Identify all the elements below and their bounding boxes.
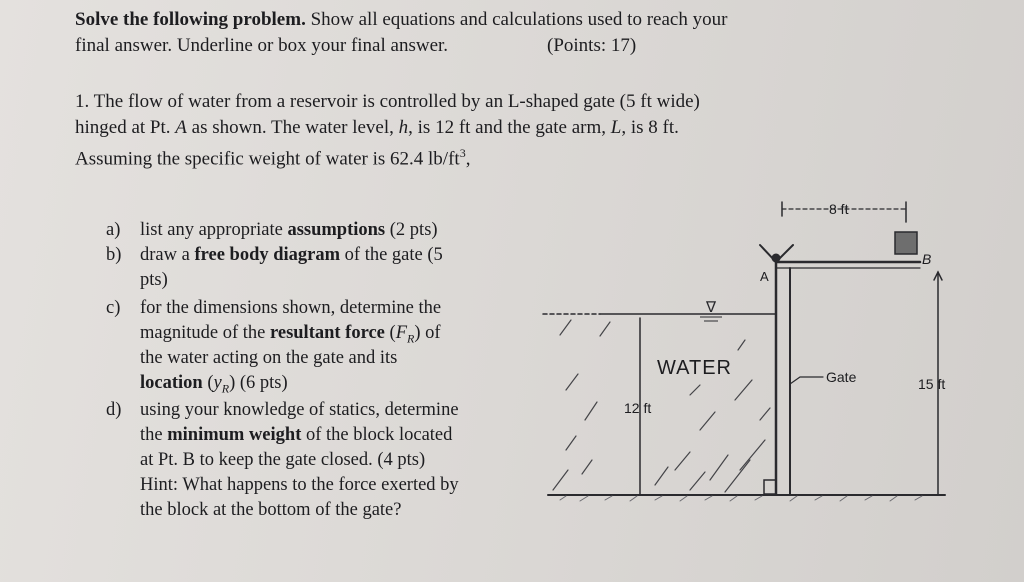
problem-line-2: hinged at Pt. A as shown. The water level, h, is 12 ft and the gate arm, L, is 8 ft. [75,117,679,138]
item-a-marker: a) [106,220,121,240]
points-label: (Points: 17) [547,35,637,56]
instructions-line-1: Solve the following problem. Show all equations and calculations used to reach your [75,9,728,30]
item-d-line-3: at Pt. B to keep the gate closed. (4 pts) [140,450,426,470]
item-c-marker: c) [106,298,121,318]
item-c-line-2: magnitude of the resultant force $(F_R)$ of [140,323,441,346]
item-d-line-1: using your knowledge of statics, determine [140,400,459,420]
item-c-line-1: for the dimensions shown, determine the [140,298,442,318]
problem-line-1: 1. The flow of water from a reservoir is controlled by an L-shaped gate (5 ft wide) [75,91,700,112]
gate-leader [790,377,823,384]
item-b-line-2: pts) [140,270,168,290]
item-d-line-2: the minimum weight of the block located [140,425,453,445]
depth-label: 12 ft [624,400,652,416]
hinge-pin [772,254,780,262]
gate-foot [764,480,776,494]
ground-hatch [560,496,922,501]
height-label: 15 ft [918,376,946,392]
hinge-label-a: A [760,269,769,284]
water-label: WATER [657,357,732,379]
item-d-line-4: Hint: What happens to the force exerted by [140,475,459,495]
item-d-marker: d) [106,400,122,420]
problem-line-3: Assuming the specific weight of water is 62.4 $lb/ft^3$, [75,146,471,170]
block-label-b: B [922,251,932,267]
item-c-line-3: the water acting on the gate and its [140,348,398,368]
water-hatching [553,320,770,492]
item-c-line-4: location $(y_R)$ (6 pts) [140,373,288,396]
instructions-line-2: final answer. Underline or box your final answer. [75,35,449,56]
item-b-marker: b) [106,245,122,265]
block-b [895,232,917,254]
item-b-line-1: draw a free body diagram of the gate (5 [140,245,443,265]
item-d-line-5: the block at the bottom of the gate? [140,500,402,520]
item-a-line-1: list any appropriate assumptions (2 pts) [140,220,438,240]
water-surface-symbol: ∇ [706,299,717,316]
gate-label: Gate [826,369,857,385]
arm-length-label: 8 ft [829,201,849,217]
